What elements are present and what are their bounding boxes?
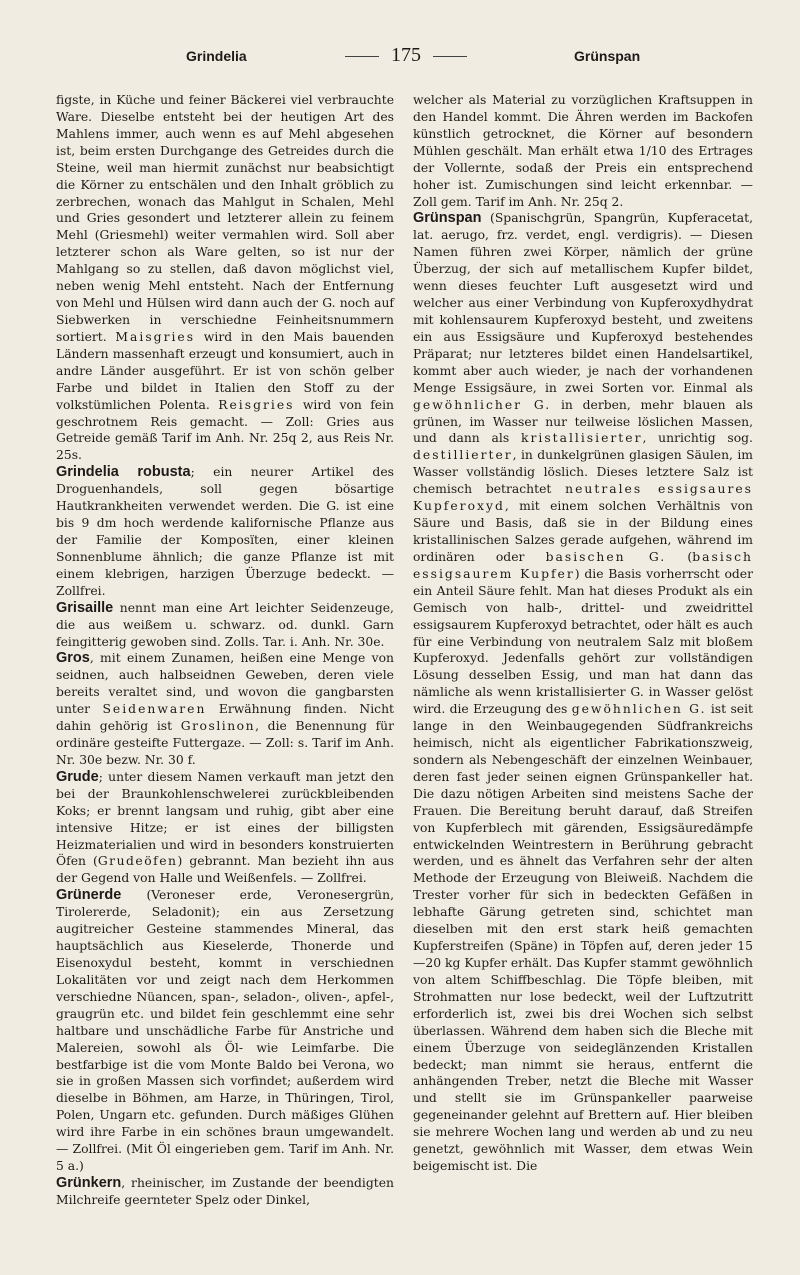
lemma-grindelia: Grindelia robusta — [56, 464, 191, 481]
entry-gruenerde: Grünerde (Veroneser erde, Veronesergrün, Tirolererde, Seladonit); ein aus Zersetzung augitreicher Gesteine stammendes Mineral, das hauptsächlich aus Kieselerde, Thonerde und Eisenoxydul besteht, kommt in verschiednen Lokalitäten vor und zeigt nach dem Herkommen verschiedne Nüancen, span-, seladon-, oliven-, apfel-, graugrün etc. und bildet fein geschlemmt eine sehr haltbare und unschädliche Farbe für Anstriche und Malereien, sowohl als Öl- wie Leimfarbe. Die bestfarbige ist die vom Monte Baldo bei Verona, wo sie in großen Massen sich vorfindet; außerdem wird dieselbe in Böhmen, am Harze, in Thüringen, Tirol, Polen, Ungarn etc. gefunden. Durch mäßiges Glühen wird ihre Farbe in ein schönes braun umgewandelt. — Zollfrei. (Mit Öl eingerieben gem. Tarif im Anh. Nr. 5 a.) — [56, 887, 394, 1174]
header-dash-right — [433, 56, 467, 57]
left-column — [56, 92, 394, 1209]
term-gewoehnlicher: gewöhnlicher G. — [413, 397, 552, 412]
term-kristallisierter: kristallisierter — [520, 431, 643, 446]
header-dash-left — [345, 56, 379, 57]
term-gewoehnlichen: gewöhnlichen G. — [571, 702, 707, 717]
header-left-word: Grindelia — [186, 48, 247, 64]
term-reisgries: Reisgries — [218, 397, 295, 412]
entry-grindelia: Grindelia robusta; ein neurer Artikel des Droguenhandels, soll gegen bösartige Hautkrankheiten verwendet werden. Die G. ist eine bis 9 dm hoch werdende kalifornische Pflanze aus der Familie der Komposïten, einer kleinen Sonnenblume ähnlich; die ganze Pflanze ist mit einem klebrigen, harzigen Überzuge bedeckt. — Zollfrei. — [56, 464, 394, 598]
term-destillierter: destillierter — [413, 448, 513, 463]
term-maisgries: Maisgries — [115, 329, 196, 344]
term-basischen: basischen G. — [545, 549, 667, 564]
entry-gros: Gros, mit einem Zunamen, heißen eine Menge von seidnen, auch halbseidnen Geweben, deren viele bereits veraltet sind, und wovon die gangbarsten unter Seidenwaren Erwähnung finden. Nicht dahin gehörig ist Groslinon, die Benennung für ordinäre gesteifte Futtergaze. — Zoll: s. Tarif im Anh. Nr. 30e bezw. Nr. 30 f. — [56, 650, 394, 767]
term-neutrales-kupferoxyd: neutrales essigsaures Kupferoxyd — [413, 482, 753, 514]
lemma-gruenkern: Grünkern — [56, 1175, 122, 1191]
lemma-gruenerde: Grünerde — [56, 887, 122, 904]
term-seidenwaren: Seidenwaren — [102, 702, 207, 717]
gries-continuation: figste, in Küche und feiner Bäckerei viel verbrauchte Ware. Dieselbe entsteht bei der heutigen Art des Mahlens immer, auch wenn es auf Mehl abgesehen ist, beim ersten Durchgange des Getreides durch die Steine, weil man hiermit zunächst nur beabsichtigt die Körner zu entschälen und den Inhalt gröblich zu zerbrechen, wonach das Mahlgut in Schalen, Mehl und Gries gesondert und letzterer allein zu feinem Mehl (Griesmehl) weiter vermahlen wird. Soll aber letzterer schon als Ware gelten, so ist nur der Mahlgang so zu stellen, daß davon möglichst viel, neben wenig Mehl entsteht. Nach der Entfernung von Mehl und Hülsen wird dann auch der G. noch auf Siebwerken in verschiedne Feinheitsnummern sortiert. Maisgries wird in den Mais bauenden Ländern massenhaft erzeugt und konsumiert, auch in andre Länder ausgeführt. Er ist von schön gelber Farbe und bildet in Italien den Stoff zu der volkstümlichen Polenta. Reisgries wird von fein geschrotnem Reis gemacht. — Zoll: Gries aus Getreide gemäß Tarif im Anh. Nr. 25q 2, aus Reis Nr. 25s. — [56, 93, 395, 463]
entry-gruenspan: Grünspan (Spanischgrün, Spangrün, Kupferacetat, lat. aerugo, frz. verdet, engl. verdigris). — Diesen Namen führen zwei Körper, nämlich der grüne Überzug, der sich auf metallischem Kupfer bildet, wenn dieses feuchter Luft ausgesetzt wird und welcher aus einer Verbindung von Kupferoxydhydrat mit kohlensaurem Kupferoxyd besteht, und zweitens ein aus Essigsäure und Kupferoxyd bestehendes Präparat; nur letzteres bildet einen Handelsartikel, kommt aber auch wieder, je nach der vorhandenen Menge Essigsäure, in zwei Sorten vor. Einmal als gewöhnlicher G. in derben, mehr blauen als grünen, im Wasser nur teilweise löslichen Massen, und dann als kristallisierter, unrichtig sog. destillierter, in dunkelgrünen glasigen Säulen, im Wasser vollständig löslich. Dieses letztere Salz ist chemisch betrachtet neutrales essigsaures Kupferoxyd, mit einem solchen Verhältnis von Säure und Basis, daß sie in der Bildung eines kristallinischen Salzes gerade aufgehen, während im ordinären oder basischen G. (basisch essigsaurem Kupfer) die Basis vorherrscht oder ein Anteil Säure fehlt. Man hat dieses Produkt als ein Gemisch von halb-, drittel- und zweidrittel essigsaurem Kupferoxyd betrachtet, oder hält es auch für eine Verbindung von neutralem Salz mit bloßem Kupferoxyd. Jedenfalls gehört zur vollständigen Lösung desselben Essig, und man hat dann das nämliche als wenn kristallisierter G. in Wasser gelöst wird. die Erzeugung des gewöhnlichen G. ist seit lange in den Weinbaugegenden Südfrankreichs heimisch, nicht als eigentlicher Fabrikationszweig, sondern als Nebengeschäft der einzelnen Weinbauer, deren fast jeder seinen eignen Grünspankeller hat. Die dazu nötigen Arbeiten sind meistens Sache der Frauen. Die Bereitung beruht darauf, daß Streifen von Kupferblech mit gärenden, Essigsäuredämpfe entwickelnden Weintrestern in Berührung gebracht werden, und es ähnelt das Verfahren sehr der alten Methode der Erzeugung von Bleiweiß. Nachdem die Trester vorher für sich in bedeckten Gefäßen in lebhafte Gärung getreten sind, schichtet man dieselben mit den erst stark heiß gemachten Kupferstreifen (Späne) in Töpfen auf, deren jeder 15—20 kg Kupfer erhält. Das Kupfer stammt gewöhnlich von altem Schiffbeschlag. Die Töpfe bleiben, mit Strohmatten nur lose bedeckt, weil der Luftzutritt erforderlich ist, zwei bis drei Wochen sich selbst überlassen. Während dem haben sich die Bleche mit einem Überzuge von seideglänzenden Kristallen bedeckt; man nimmt sie heraus, entfernt die anhängenden Treber, netzt die Bleche mit Wasser und stellt sie im Grünspankeller paarweise gegeneinander gelehnt auf Brettern auf. Hier bleiben sie mehrere Wochen lang und werden ab und zu neu genetzt, gewöhnlich mit Wasser, dem etwas Wein beigemischt ist. Die — [413, 210, 753, 1174]
gruenkern-continuation: welcher als Material zu vorzüglichen Kraftsuppen in den Handel kommt. Die Ähren werden im Backofen künstlich getrocknet, die Körner auf besondern Mühlen geschält. Man erhält etwa 1/10 des Ertrages der Vollernte, sodaß der Preis ein entsprechend hoher ist. Zumischungen sind leicht erkennbar. — Zoll gem. Tarif im Anh. Nr. 25q 2. — [413, 93, 753, 209]
lemma-gruenspan: Grünspan — [413, 210, 482, 227]
entry-gruenkern: Grünkern, rheinischer, im Zustande der beendigten Milchreife geernteter Spelz oder Dinkel, — [56, 1175, 394, 1207]
term-basisch-essigsaurem: basisch essigsaurem Kupfer — [413, 549, 753, 581]
right-column — [413, 92, 753, 1175]
page-number: 175 — [391, 44, 421, 66]
lemma-grisaille: Grisaille — [56, 599, 114, 616]
header-right-word: Grünspan — [574, 48, 641, 64]
running-header — [56, 44, 756, 70]
entry-grisaille: Grisaille nennt man eine Art leichter Seidenzeuge, die aus weißem u. schwarz. od. dunkl. Garn feingitterig gewoben sind. Zolls. Tar. i. Anh. Nr. 30e. — [56, 599, 394, 649]
page-number-block — [56, 44, 756, 67]
term-groslinon: Groslinon — [180, 719, 256, 734]
term-grudeoefen: Grudeöfen — [97, 854, 178, 869]
lemma-grude: Grude — [56, 768, 99, 785]
lemma-gros: Gros — [56, 650, 90, 667]
entry-grude: Grude; unter diesem Namen verkauft man jetzt den bei der Braunkohlenschwelerei zurückbleibenden Koks; er brennt langsam und ruhig, gibt aber eine intensive Hitze; er ist eines der billigsten Heizmaterialien und wird in besonders konstruierten Öfen (Grudeöfen) gebrannt. Man bezieht ihn aus der Gegend von Halle und Weißenfels. — Zollfrei. — [56, 768, 394, 886]
